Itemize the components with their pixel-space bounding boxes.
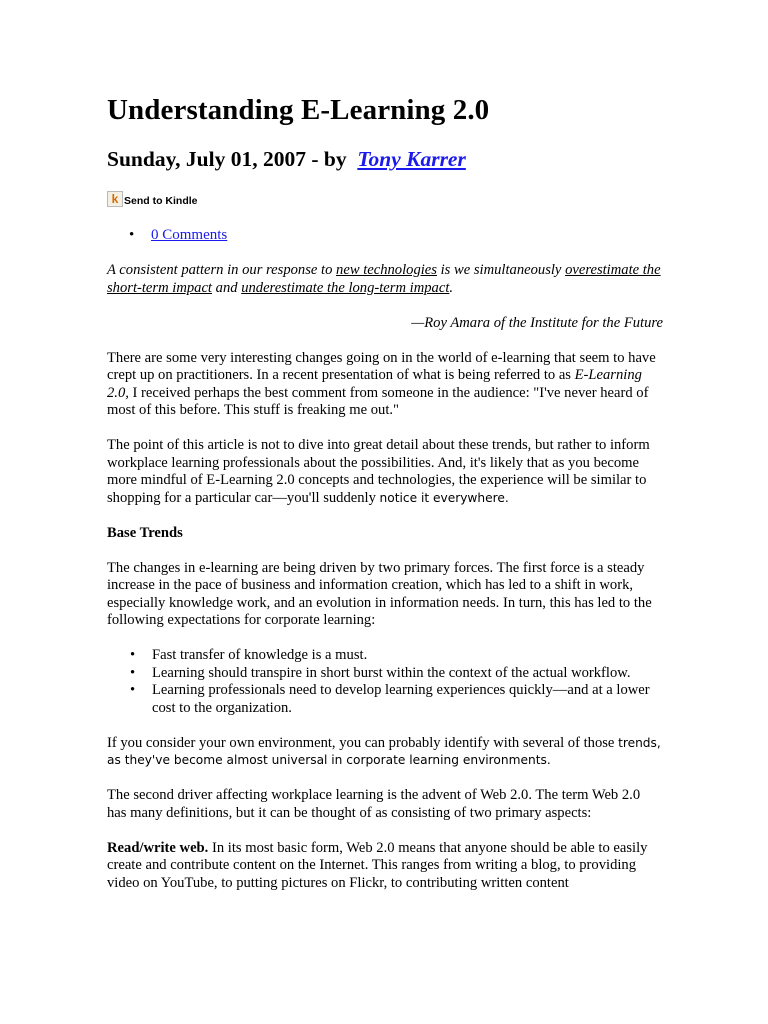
paragraph-emphasis: E-Learning 2.0, bbox=[107, 367, 642, 401]
expectations-list bbox=[107, 647, 663, 717]
paragraph-text: If you consider your own environment, you can probably identify with several of those bbox=[107, 734, 619, 751]
comments-list bbox=[107, 225, 667, 245]
quote-text: . bbox=[449, 279, 454, 296]
send-to-kindle-button[interactable] bbox=[107, 189, 198, 207]
paragraph-text: There are some very interesting changes going on in the world of e-learning that seem to have crept up on practitioners. In a recent presentation of what is being referred to as bbox=[107, 349, 656, 383]
kindle-icon: k bbox=[107, 191, 123, 207]
quote-text: A consistent pattern in our response to bbox=[107, 262, 337, 278]
paragraph-web20: The second driver affecting workplace learning is the advent of Web 2.0. The term Web 2.0 has many definitions, but it can be thought of as consisting of two primary aspects: bbox=[107, 787, 641, 821]
paragraph-text-alt-font: notice it everywhere. bbox=[379, 490, 509, 505]
paragraph-text: I received perhaps the best comment from someone in the audience bbox=[128, 384, 526, 401]
paragraph-intro bbox=[107, 350, 663, 420]
article-body bbox=[107, 262, 663, 910]
list-item: • Learning professionals need to develop learning experiences quickly—and at a lower cost to the organization. bbox=[107, 682, 663, 717]
quote-link-new-technologies[interactable]: new technologies bbox=[336, 262, 437, 278]
paragraph-quote: : "I've never heard of most of this before. This stuff is freaking me out." bbox=[107, 384, 649, 418]
opening-quote bbox=[107, 262, 663, 297]
comments-link[interactable]: 0 Comments bbox=[151, 227, 228, 243]
section-heading-base-trends: Base Trends bbox=[107, 524, 183, 541]
paragraph-text: In its most basic form, Web 2.0 means that anyone should be able to easily create and contribute content on the Internet. This ranges from writing a blog, to providing video on YouTube, to putting pictures on Flickr, to contributing written content bbox=[107, 839, 648, 891]
byline-date: Sunday, July 01, 2007 - by bbox=[107, 147, 347, 171]
list-item: • Fast transfer of knowledge is a must. bbox=[107, 647, 663, 665]
article-title: Understanding E-Learning 2.0 bbox=[107, 94, 490, 126]
quote-text: is we simultaneously bbox=[436, 262, 566, 278]
send-to-kindle-label: Send to Kindle bbox=[124, 195, 198, 207]
paragraph-text: The point of this article is not to dive into great detail about these trends, but rather to inform workplace learning professionals about the possibilities. And, it's likely that as you become more mindful of E-Learning 2.0 concepts and technologies, the experience will be similar to shopping for a particular car—you'll suddenly bbox=[107, 437, 650, 506]
quote-text: and bbox=[212, 279, 242, 296]
author-link[interactable]: Tony Karrer bbox=[357, 147, 466, 171]
paragraph-text-alt-font: trends, as they've become almost universal in corporate learning environments. bbox=[107, 735, 661, 767]
quote-link-overestimate[interactable]: overestimate the short-term impact bbox=[107, 262, 661, 296]
paragraph-read-write-web bbox=[107, 840, 663, 893]
paragraph-environment bbox=[107, 735, 663, 770]
list-item: • Learning should transpire in short burst within the context of the actual workflow. bbox=[107, 665, 663, 683]
quote-attribution: —Roy Amara of the Institute for the Future bbox=[411, 314, 663, 331]
paragraph-purpose bbox=[107, 437, 663, 507]
paragraph-forces: The changes in e-learning are being driven by two primary forces. The first force is a steady increase in the pace of business and information creation, which has led to a shift in work, especially knowledge work, and an evolution in information needs. In turn, this has led to the following expectations for corporate learning: bbox=[107, 559, 652, 628]
paragraph-lead-in: Read/write web. bbox=[107, 839, 209, 856]
comments-list-item bbox=[107, 225, 667, 245]
article-byline bbox=[107, 144, 466, 174]
quote-link-underestimate[interactable]: underestimate the long-term impact bbox=[241, 279, 450, 296]
